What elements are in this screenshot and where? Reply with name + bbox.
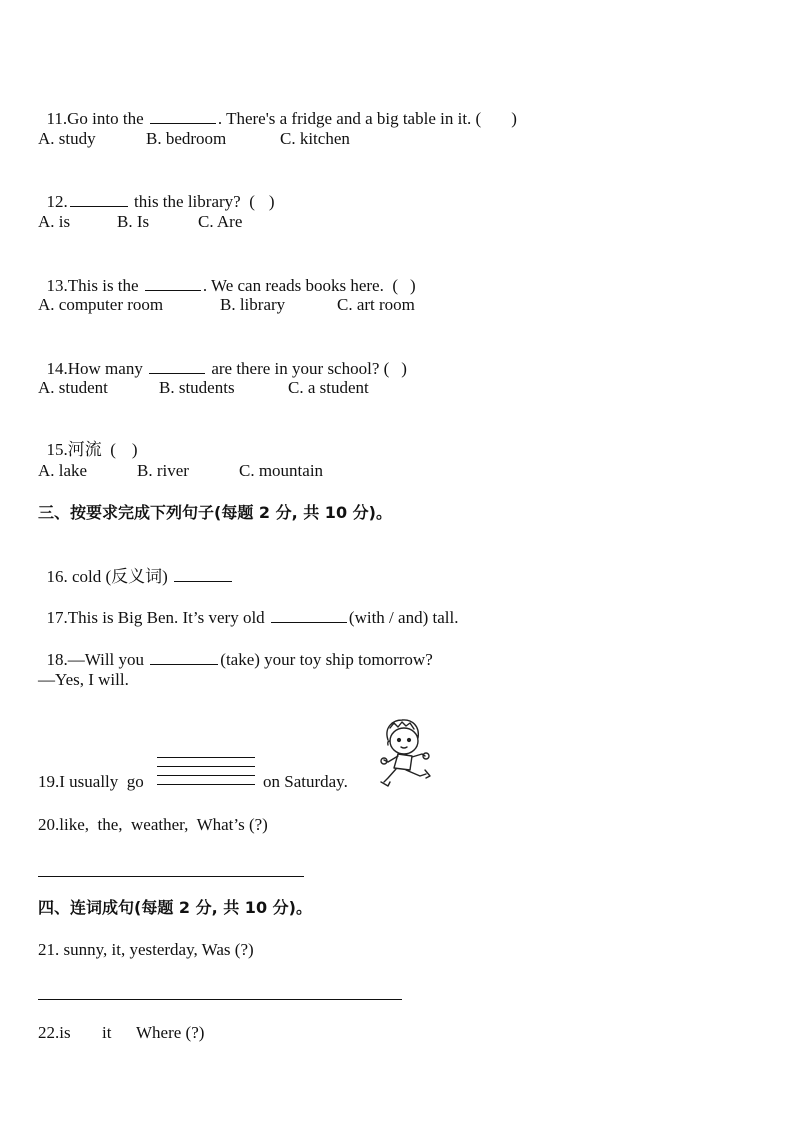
- q15-close: ): [131, 440, 138, 459]
- q14-prefix: 14.How many: [46, 359, 148, 378]
- q12-close: ): [268, 192, 275, 211]
- q11-suffix: . There's a fridge and a big table in it. (: [217, 109, 482, 128]
- question-16: [38, 545, 234, 587]
- q18-suffix: (take) your toy ship tomorrow?: [220, 650, 433, 669]
- q13-suffix: . We can reads books here. (: [202, 276, 399, 295]
- q12-suffix: this the library? (: [129, 192, 255, 211]
- q15-prefix: 15.河流 (: [46, 440, 116, 459]
- q11-option-c[interactable]: C. kitchen: [280, 129, 350, 148]
- q12-option-b[interactable]: B. Is: [117, 212, 150, 231]
- q21-answer-line[interactable]: [38, 999, 402, 1000]
- q19-prefix: 19.I usually go: [38, 772, 144, 791]
- q11-blank[interactable]: [150, 107, 216, 124]
- q20-answer-line[interactable]: [38, 876, 304, 877]
- q13-option-a[interactable]: A. computer room: [38, 295, 164, 314]
- question-21: 21. sunny, it, yesterday, Was (?): [38, 940, 254, 959]
- q12-option-a[interactable]: A. is: [38, 212, 71, 231]
- q15-option-c[interactable]: C. mountain: [239, 461, 324, 480]
- question-18: [38, 628, 433, 670]
- q11-option-b[interactable]: B. bedroom: [146, 129, 227, 148]
- q12-option-c[interactable]: C. Are: [198, 212, 243, 231]
- q17-prefix: 17.This is Big Ben. It’s very old: [46, 608, 269, 627]
- q14-close: ): [401, 359, 407, 378]
- q12-blank[interactable]: [70, 190, 128, 207]
- q15-option-a[interactable]: A. lake: [38, 461, 88, 480]
- q11-close: ): [511, 109, 517, 128]
- q13-close: ): [410, 276, 416, 295]
- q16-blank[interactable]: [174, 565, 232, 582]
- question-14: [38, 337, 407, 379]
- running-boy-image: [378, 716, 438, 792]
- q17-blank[interactable]: [271, 606, 347, 623]
- question-12: [38, 170, 275, 212]
- q22-word-3: Where (?): [136, 1023, 205, 1042]
- q18-prefix: 18.—Will you: [46, 650, 149, 669]
- q14-blank[interactable]: [149, 357, 205, 374]
- q16-prefix: 16. cold (反义词): [46, 567, 173, 586]
- q17-suffix: (with / and) tall.: [348, 608, 459, 627]
- q19-write-lines[interactable]: [157, 757, 255, 793]
- q14-option-c[interactable]: C. a student: [288, 378, 369, 397]
- section-4-heading: 四、连词成句(每题 2 分, 共 10 分)。: [38, 898, 312, 917]
- question-11: [38, 87, 517, 129]
- question-15: [38, 420, 138, 460]
- q14-option-b[interactable]: B. students: [159, 378, 235, 397]
- q13-blank[interactable]: [145, 274, 201, 291]
- q11-prefix: 11.Go into the: [46, 109, 148, 128]
- q13-prefix: 13.This is the: [46, 276, 143, 295]
- question-13: [38, 254, 416, 296]
- question-17: [38, 586, 458, 628]
- q18-blank[interactable]: [150, 648, 218, 665]
- q22-word-1: 22.is: [38, 1023, 71, 1042]
- q14-option-a[interactable]: A. student: [38, 378, 108, 397]
- q19-suffix: on Saturday.: [263, 772, 348, 791]
- question-20: 20.like, the, weather, What’s (?): [38, 815, 268, 834]
- q14-suffix: are there in your school? (: [207, 359, 390, 378]
- section-3-heading: 三、按要求完成下列句子(每题 2 分, 共 10 分)。: [38, 503, 392, 522]
- q13-option-b[interactable]: B. library: [220, 295, 286, 314]
- q11-option-a[interactable]: A. study: [38, 129, 96, 148]
- q15-option-b[interactable]: B. river: [137, 461, 189, 480]
- q13-option-c[interactable]: C. art room: [337, 295, 415, 314]
- q22-word-2: it: [102, 1023, 112, 1042]
- q18-answer: —Yes, I will.: [38, 670, 129, 689]
- q12-prefix: 12.: [46, 192, 68, 211]
